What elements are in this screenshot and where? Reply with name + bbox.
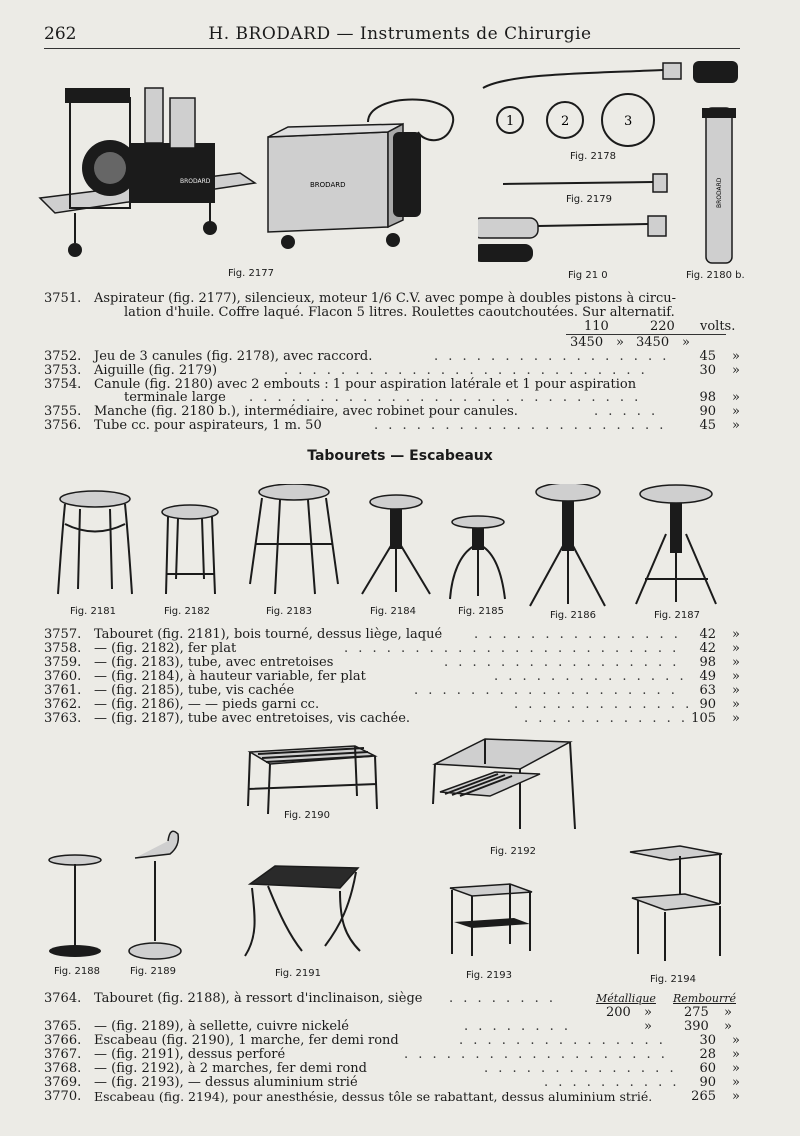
price-unit: » [644, 1005, 652, 1020]
leader-dots: . . . . . . . . . . . . [524, 711, 689, 726]
leader-dots: . . . . . . . . . . . . . . . . . . . [414, 683, 678, 698]
price-unit: » [732, 363, 740, 378]
item-number: 3769. [44, 1075, 82, 1090]
item-number: 3759. [44, 655, 82, 670]
item-description: — (fig. 2183), tube, avec entretoises [94, 655, 334, 670]
voltage-price-table [44, 320, 744, 350]
price-unit: » [732, 418, 740, 433]
item-number: 3767. [44, 1047, 82, 1062]
item-description: Aspirateur (fig. 2177), silencieux, moteur 1/6 C.V. avec pompe à doubles pistons à circu- [94, 291, 677, 306]
leader-dots: . . . . . . . . . . . . . . . . . . . . . [374, 418, 667, 433]
handle-brand-mark: BRODARD [716, 177, 723, 208]
item-number: 3753. [44, 363, 82, 378]
item-description-cont: terminale large [124, 390, 226, 405]
item-number: 3764. [44, 991, 82, 1006]
fig-2188-label: Fig. 2188 [54, 966, 100, 977]
price-220: 3450 [636, 335, 670, 350]
item-number: 3757. [44, 627, 82, 642]
price-padded: 390 [684, 1019, 709, 1034]
item-number: 3760. [44, 669, 82, 684]
item-number: 3751. [44, 291, 82, 306]
price-unit: » [724, 1005, 732, 1020]
fig-2184-label: Fig. 2184 [370, 606, 416, 617]
item-description: — (fig. 2184), à hauteur variable, fer plat [94, 669, 366, 684]
price-unit: » [732, 683, 740, 698]
cannula-number-3: 3 [624, 114, 633, 129]
cannula-set-illustration [478, 58, 748, 268]
item-description: — (fig. 2193), — dessus aluminium strié [94, 1075, 358, 1090]
price-unit: » [732, 655, 740, 670]
leader-dots: . . . . . . . . . . . . . . . . . . . [404, 1047, 668, 1062]
item-price: 90 [699, 1075, 716, 1090]
leader-dots: . . . . . . . . . . . . . . . . . [434, 349, 670, 364]
price-unit: » [732, 1047, 740, 1062]
item-price: 98 [699, 390, 716, 405]
leader-dots: . . . . . . . . . . . . . . [494, 669, 687, 684]
list-item-3754 [44, 378, 744, 406]
item-price: 60 [699, 1061, 716, 1076]
item-number: 3755. [44, 404, 82, 419]
leader-dots: . . . . . . . . . . . . . . . . . . . . . . . . . . . . [249, 390, 642, 405]
section-title: Tabourets — Escabeaux [307, 448, 493, 464]
price-unit: » [732, 641, 740, 656]
item-description-cont: lation d'huile. Coffre laqué. Flacon 5 litres. Roulettes caoutchoutées. Sur alternatif. [124, 305, 675, 320]
price-unit: » [732, 404, 740, 419]
item-number: 3765. [44, 1019, 82, 1034]
item-price: 63 [699, 683, 716, 698]
price-unit: » [732, 390, 740, 405]
price-unit: » [616, 335, 624, 350]
item-price: 45 [699, 418, 716, 433]
fig-2193-label: Fig. 2193 [466, 970, 512, 981]
item-number: 3756. [44, 418, 82, 433]
leader-dots: . . . . . . . . . . . . . [514, 697, 693, 712]
price-110: 3450 [570, 335, 604, 350]
fig-2191-label: Fig. 2191 [275, 968, 321, 979]
item-description: — (fig. 2191), dessus perforé [94, 1047, 286, 1062]
item-description: — (fig. 2187), tube avec entretoises, vis cachée. [94, 711, 411, 726]
item-number: 3766. [44, 1033, 82, 1048]
item-description: — (fig. 2186), — — pieds garni cc. [94, 697, 320, 712]
fig-2182-label: Fig. 2182 [164, 606, 210, 617]
voltage-110: 110 [584, 319, 609, 334]
item-price: 90 [699, 697, 716, 712]
item-description: Canule (fig. 2180) avec 2 embouts : 1 pour aspiration latérale et 1 pour aspiration [94, 377, 637, 392]
price-unit: » [644, 1019, 652, 1034]
aspirator-brand-mark: BRODARD [180, 178, 211, 185]
leader-dots: . . . . . . . . [464, 1019, 571, 1034]
item-price: 265 [691, 1089, 716, 1104]
voltage-unit: volts. [700, 319, 736, 334]
price-unit: » [732, 1089, 740, 1104]
item-number: 3758. [44, 641, 82, 656]
item-price: 45 [699, 349, 716, 364]
voltage-220: 220 [650, 319, 675, 334]
item-description: — (fig. 2189), à sellette, cuivre nickelé [94, 1019, 349, 1034]
price-unit: » [732, 627, 740, 642]
price-unit: » [724, 1019, 732, 1034]
fig-2181-label: Fig. 2181 [70, 606, 116, 617]
leader-dots: . . . . . . . . . . [544, 1075, 680, 1090]
item-price: 28 [699, 1047, 716, 1062]
item-description: Tube cc. pour aspirateurs, 1 m. 50 [94, 418, 322, 433]
leader-dots: . . . . . . . . . . . . . . . . . [444, 655, 680, 670]
leader-dots: . . . . . . . . . . . . . . . [459, 1033, 666, 1048]
price-unit: » [732, 669, 740, 684]
item-number: 3768. [44, 1061, 82, 1076]
item-description: Aiguille (fig. 2179) [94, 363, 218, 378]
header-rule [44, 48, 740, 49]
fig-2177-label: Fig. 2177 [228, 268, 274, 279]
item-description: Manche (fig. 2180 b.), intermédiaire, avec robinet pour canules. [94, 404, 518, 419]
fig-2190-label: Fig. 2190 [284, 810, 330, 821]
leader-dots: . . . . . . . . [449, 991, 556, 1006]
price-unit: » [732, 1075, 740, 1090]
price-unit: » [732, 1033, 740, 1048]
fig-2180b-label: Fig. 2180 b. [686, 270, 745, 281]
item-number: 3770. [44, 1089, 82, 1104]
cabinet-aspirator-illustration [258, 92, 463, 257]
price-unit: » [682, 335, 690, 350]
leader-dots: . . . . . . . . . . . . . . . . . . . . . . . . [344, 641, 680, 656]
list-item-3751 [44, 292, 744, 322]
price-unit: » [732, 1061, 740, 1076]
item-description: — (fig. 2182), fer plat [94, 641, 237, 656]
item-description: — (fig. 2185), tube, vis cachée [94, 683, 295, 698]
price-unit: » [732, 711, 740, 726]
fig-2185-label: Fig. 2185 [458, 606, 504, 617]
item-description: — (fig. 2192), à 2 marches, fer demi rond [94, 1061, 367, 1076]
aspirator-machine-illustration [30, 78, 260, 268]
leader-dots: . . . . . [594, 404, 659, 419]
page-header [0, 24, 800, 50]
fig-2186-label: Fig. 2186 [550, 610, 596, 621]
fig-2194-label: Fig. 2194 [650, 974, 696, 985]
item-description: Tabouret (fig. 2188), à ressort d'inclinaison, siège [94, 991, 423, 1006]
fig-2178-label: Fig. 2178 [570, 151, 616, 162]
item-price: 42 [699, 641, 716, 656]
item-description: Escabeau (fig. 2190), 1 marche, fer demi rond [94, 1033, 399, 1048]
item-price: 90 [699, 404, 716, 419]
list-item-3764 [44, 992, 744, 1022]
fig-2183-label: Fig. 2183 [266, 606, 312, 617]
stools-illustration-row [40, 484, 760, 609]
item-price: 98 [699, 655, 716, 670]
cannula-number-1: 1 [506, 114, 515, 129]
col-header-padded: Rembourré [673, 992, 736, 1005]
item-number: 3752. [44, 349, 82, 364]
fig-2187-label: Fig. 2187 [654, 610, 700, 621]
item-price: 42 [699, 627, 716, 642]
cabinet-brand-mark: BRODARD [310, 181, 346, 189]
leader-dots: . . . . . . . . . . . . . . . . . . . . . . . . . . [284, 363, 648, 378]
fig-2180-label: Fig 21 0 [568, 270, 608, 281]
item-number: 3762. [44, 697, 82, 712]
item-number: 3763. [44, 711, 82, 726]
item-price: 105 [691, 711, 716, 726]
item-number: 3761. [44, 683, 82, 698]
fig-2179-label: Fig. 2179 [566, 194, 612, 205]
item-description: Jeu de 3 canules (fig. 2178), avec raccord. [94, 349, 373, 364]
price-unit: » [732, 349, 740, 364]
fig-2189-label: Fig. 2189 [130, 966, 176, 977]
page-title: H. BRODARD — Instruments de Chirurgie [208, 24, 592, 44]
item-description: Escabeau (fig. 2194), pour anesthésie, dessus tôle se rabattant, dessus aluminium strié. [94, 1089, 653, 1104]
page-number: 262 [44, 24, 77, 44]
bottom-stools-illustration [40, 826, 740, 966]
cannula-number-2: 2 [561, 114, 570, 129]
price-metal: 200 [606, 1005, 631, 1020]
item-price: 49 [699, 669, 716, 684]
price-padded: 275 [684, 1005, 709, 1020]
fig-2192-label: Fig. 2192 [490, 846, 536, 857]
item-description: Tabouret (fig. 2181), bois tourné, dessus liège, laqué [94, 627, 443, 642]
price-unit: » [732, 697, 740, 712]
leader-dots: . . . . . . . . . . . . . . . [474, 627, 681, 642]
item-price: 30 [699, 1033, 716, 1048]
item-number: 3754. [44, 377, 82, 392]
leader-dots: . . . . . . . . . . . . . . [484, 1061, 677, 1076]
item-price: 30 [699, 363, 716, 378]
col-header-metal: Métallique [596, 992, 656, 1005]
